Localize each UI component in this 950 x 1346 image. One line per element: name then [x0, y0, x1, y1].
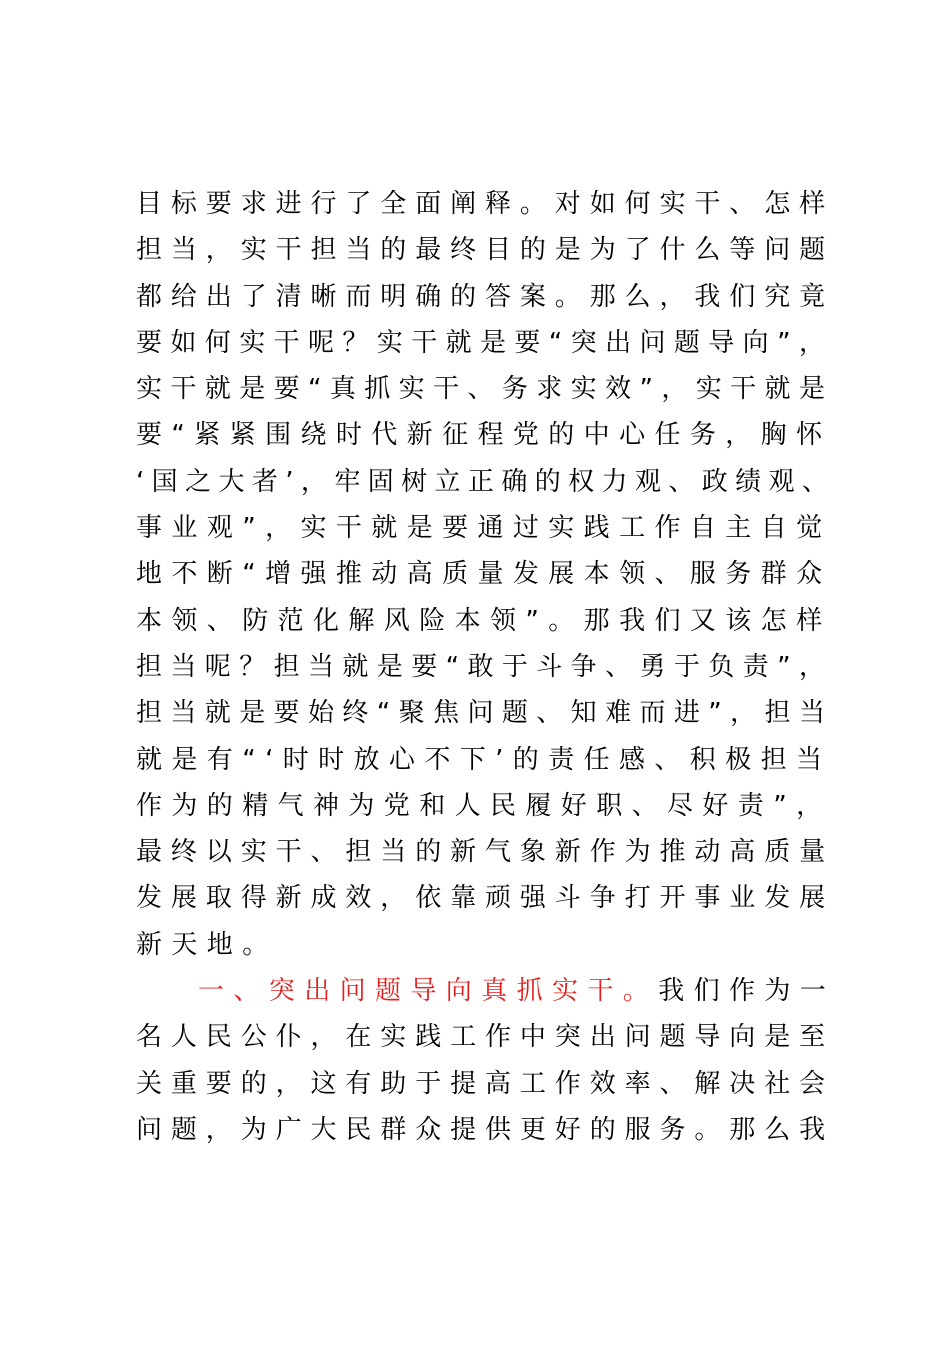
paragraph-line: 要如何实干呢？实干就是要“突出问题导向”， — [136, 328, 834, 358]
paragraph-line: 地不断“增强推动高质量发展本领、服务群众 — [136, 559, 832, 589]
paragraph-line: 事业观”，实干就是要通过实践工作自主自觉 — [136, 513, 832, 543]
section-first-line-text: 我们作为一 — [658, 976, 836, 1006]
paragraph-line: 担当，实干担当的最终目的是为了什么等问题 — [136, 235, 835, 265]
paragraph-line: 关重要的，这有助于提高工作效率、解决社会 — [136, 1069, 835, 1099]
paragraph-line: 担当呢？担当就是要“敢于斗争、勇于负责”， — [136, 652, 834, 682]
paragraph-line: 实干就是要“真抓实干、务求实效”，实干就是 — [136, 374, 834, 404]
paragraph-line: 要“紧紧围绕时代新征程党的中心任务，胸怀 — [136, 420, 832, 450]
paragraph-line: 就是有“‘时时放心不下’的责任感、积极担当 — [136, 745, 832, 775]
section-heading: 一、突出问题导向真抓实干。 — [198, 976, 659, 1006]
paragraph-line: 新天地。 — [136, 930, 278, 960]
paragraph-line: 作为的精气神为党和人民履好职、尽好责”， — [136, 791, 832, 821]
section-first-line — [136, 971, 836, 1011]
paragraph-line: 最终以实干、担当的新气象新作为推动高质量 — [136, 837, 835, 867]
paragraph-line: 名人民公仆，在实践工作中突出问题导向是至 — [136, 1022, 835, 1052]
paragraph-line: 担当就是要始终“聚焦问题、知难而进”，担当 — [136, 698, 834, 728]
paragraph-line: 问题，为广大民群众提供更好的服务。那么我 — [136, 1115, 835, 1145]
paragraph-line: 都给出了清晰而明确的答案。那么，我们究竟 — [136, 282, 835, 312]
paragraph-line: ‘国之大者’，牢固树立正确的权力观、政绩观、 — [136, 467, 836, 497]
paragraph-line: 目标要求进行了全面阐释。对如何实干、怎样 — [136, 189, 835, 219]
paragraph-line: 发展取得新成效，依靠顽强斗争打开事业发展 — [136, 883, 835, 913]
paragraph-line: 本领、防范化解风险本领”。那我们又该怎样 — [136, 606, 832, 636]
